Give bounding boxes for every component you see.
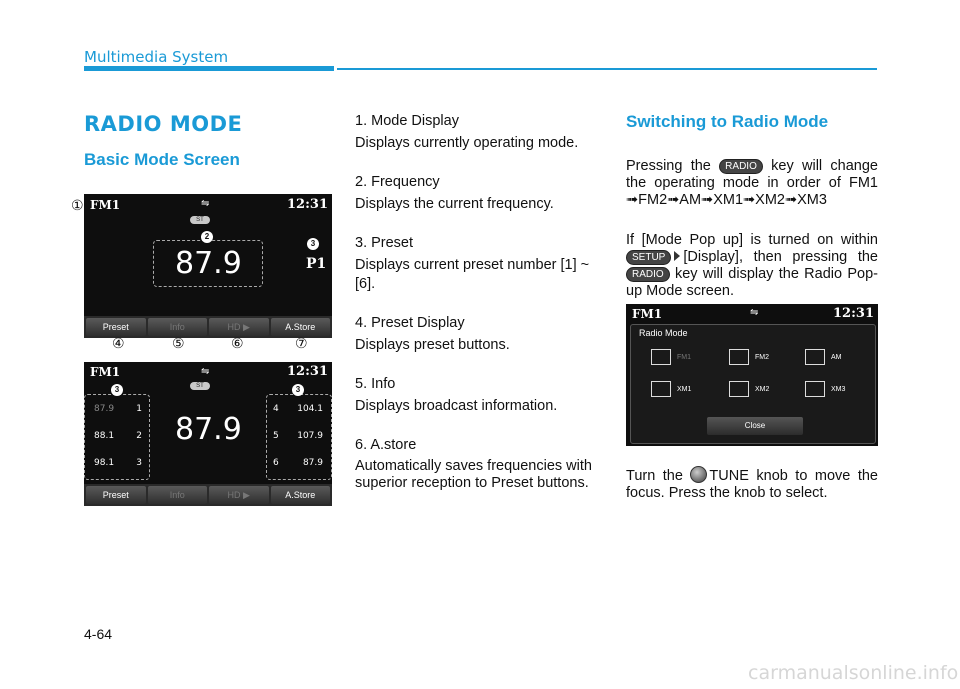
mode-xm1[interactable]: XM1 <box>651 377 711 401</box>
header-rule <box>337 68 877 70</box>
watermark: carmanualsonline.info <box>748 662 959 684</box>
callout-1: ① <box>71 197 84 213</box>
callout-6: ⑥ <box>231 335 244 351</box>
callout-4: ④ <box>112 335 125 351</box>
usb-icon: ⇋ <box>201 198 210 209</box>
mode-am[interactable]: AM <box>805 345 865 369</box>
basic-mode-heading: Basic Mode Screen <box>84 150 240 169</box>
mode-display: FM1 <box>90 198 121 212</box>
radio-key: RADIO <box>626 267 670 282</box>
stereo-badge: ST <box>190 216 210 224</box>
preset-item[interactable]: 4 104.1 <box>273 403 323 414</box>
mode-fm1[interactable]: FM1 <box>651 345 711 369</box>
mode-xm3[interactable]: XM3 <box>805 377 865 401</box>
preset-button[interactable]: Preset <box>86 318 146 336</box>
switch-paragraph-3: Turn the TUNE knob to move the focus. Press the knob to select. <box>626 468 878 501</box>
info-button[interactable]: Info <box>148 318 208 336</box>
preset-screen-image <box>84 362 332 506</box>
bottom-button-bar <box>84 484 332 506</box>
astore-button[interactable]: A.Store <box>271 486 331 504</box>
hd-button[interactable]: HD ▶ <box>209 486 269 504</box>
item-desc: Displays broadcast information. <box>355 398 558 414</box>
astore-button[interactable]: A.Store <box>271 318 331 336</box>
popup-title: Radio Mode <box>639 328 688 338</box>
hd-button[interactable]: HD ▶ <box>209 318 269 336</box>
preset-item[interactable]: 6 87.9 <box>273 457 323 468</box>
item-desc: Displays current preset number [1] ~ [6]. <box>355 257 590 292</box>
radio-key: RADIO <box>719 159 763 174</box>
frequency: 87.9 <box>175 246 242 281</box>
item-desc: Displays the current frequency. <box>355 196 554 212</box>
mode-fm2[interactable]: FM2 <box>729 345 789 369</box>
item-title: 5. Info <box>355 376 396 392</box>
switch-paragraph-1: Pressing the RADIO key will change the operating mode in order of FM1 ➟FM2➟AM➟XM1➟XM2➟XM3 <box>626 158 878 208</box>
info-button[interactable]: Info <box>148 486 208 504</box>
callout-2: 2 <box>201 231 213 243</box>
switch-paragraph-2: If [Mode Pop up] is turned on within SETUP [Display], then pressing the RADIO key will display the Radio Pop-up Mode screen. <box>626 232 879 299</box>
preset-item[interactable]: 5 107.9 <box>273 430 323 441</box>
page-title: RADIO MODE <box>84 112 243 136</box>
section-header: Multimedia System <box>84 48 229 66</box>
item-desc: Displays preset buttons. <box>355 337 510 353</box>
radio-mode-popup-image <box>626 304 878 446</box>
page-number: 4-64 <box>84 626 113 642</box>
popup-panel <box>630 324 876 444</box>
mode-display: FM1 <box>90 365 121 379</box>
preset-button[interactable]: Preset <box>86 486 146 504</box>
mode-xm2[interactable]: XM2 <box>729 377 789 401</box>
callout-3-right: 3 <box>292 384 304 396</box>
preset-item[interactable]: 87.9 1 <box>94 403 142 414</box>
callout-5: ⑤ <box>172 335 185 351</box>
item-title: 4. Preset Display <box>355 315 465 331</box>
item-title: 6. A.store <box>355 437 417 453</box>
tune-knob-icon <box>690 466 707 483</box>
callout-3: 3 <box>307 238 319 250</box>
header-bar <box>84 66 334 71</box>
right-preset-list <box>273 395 323 476</box>
item-title: 1. Mode Display <box>355 113 459 129</box>
item-title: 3. Preset <box>355 235 414 251</box>
preset-item[interactable]: 98.1 3 <box>94 457 142 468</box>
switching-heading: Switching to Radio Mode <box>626 112 829 131</box>
basic-screen-image <box>84 194 332 338</box>
item-desc: Displays currently operating mode. <box>355 135 579 151</box>
item-desc: Automatically saves frequencies with superior reception to Preset buttons. <box>355 458 592 491</box>
setup-key: SETUP <box>626 250 671 265</box>
preset-item[interactable]: 88.1 2 <box>94 430 142 441</box>
mode-display: FM1 <box>632 307 663 321</box>
callout-3-left: 3 <box>111 384 123 396</box>
clock: 12:31 <box>287 364 328 379</box>
frequency: 87.9 <box>175 412 242 447</box>
usb-icon: ⇋ <box>750 307 759 318</box>
usb-icon: ⇋ <box>201 366 210 377</box>
clock: 12:31 <box>287 197 328 212</box>
stereo-badge: ST <box>190 382 210 390</box>
callout-7: ⑦ <box>295 335 308 351</box>
left-preset-list <box>94 395 142 476</box>
item-descriptions <box>355 112 605 492</box>
clock: 12:31 <box>833 306 874 321</box>
close-button[interactable]: Close <box>707 417 803 435</box>
arrow-right-icon <box>674 251 680 261</box>
item-title: 2. Frequency <box>355 174 440 190</box>
preset-number: P1 <box>306 256 327 272</box>
